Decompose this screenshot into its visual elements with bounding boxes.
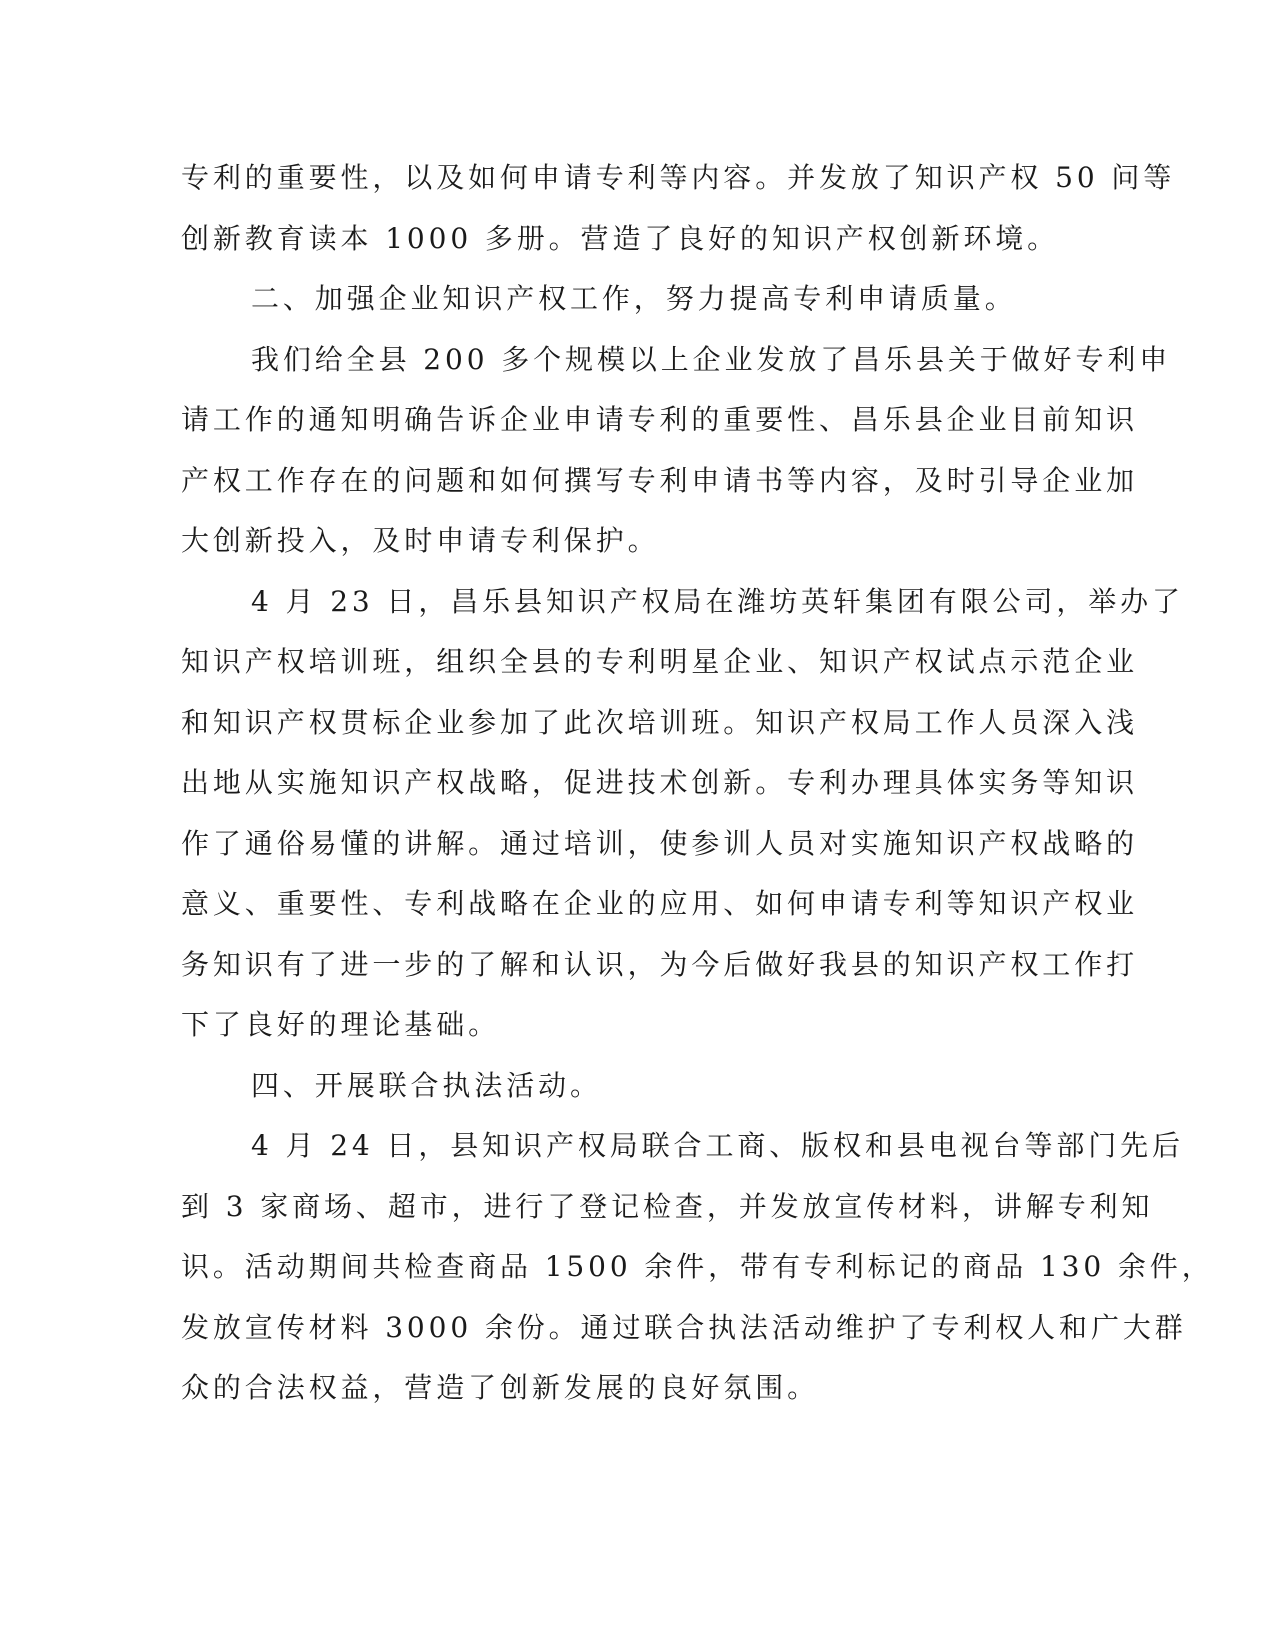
text-line: 专利的重要性，以及如何申请专利等内容。并发放了知识产权 50 问等 <box>181 161 1176 194</box>
document-body <box>181 148 1214 1419</box>
text-line: 识。活动期间共检查商品 1500 余件，带有专利标记的商品 130 余件， <box>181 1250 1214 1283</box>
text-line: 我们给全县 200 多个规模以上企业发放了昌乐县关于做好专利申 <box>251 342 1172 376</box>
text-line: 务知识有了进一步的了解和认识，为今后做好我县的知识产权工作打 <box>181 947 1139 981</box>
section-heading: 二、加强企业知识产权工作，努力提高专利申请质量。 <box>251 282 1017 315</box>
text-line: 4 月 24 日，县知识产权局联合工商、版权和县电视台等部门先后 <box>251 1129 1184 1162</box>
text-line: 出地从实施知识产权战略，促进技术创新。专利办理具体实务等知识 <box>181 766 1139 799</box>
text-line: 4 月 23 日，昌乐县知识产权局在潍坊英轩集团有限公司，举办了 <box>251 584 1184 618</box>
text-line: 产权工作存在的问题和如何撰写专利申请书等内容，及时引导企业加 <box>181 463 1139 497</box>
text-line: 下了良好的理论基础。 <box>181 1008 501 1041</box>
text-line: 知识产权培训班，组织全县的专利明星企业、知识产权试点示范企业 <box>181 645 1139 678</box>
text-line: 和知识产权贯标企业参加了此次培训班。知识产权局工作人员深入浅 <box>181 705 1139 739</box>
text-line: 众的合法权益，营造了创新发展的良好氛围。 <box>181 1371 820 1404</box>
text-line: 到 3 家商场、超市，进行了登记检查，并发放宣传材料，讲解专利知 <box>181 1189 1154 1223</box>
text-line: 发放宣传材料 3000 余份。通过联合执法活动维护了专利权人和广大群 <box>181 1310 1187 1344</box>
text-line: 大创新投入，及时申请专利保护。 <box>181 524 660 557</box>
text-line: 创新教育读本 1000 多册。营造了良好的知识产权创新环境。 <box>181 221 1060 255</box>
text-line: 请工作的通知明确告诉企业申请专利的重要性、昌乐县企业目前知识 <box>181 403 1139 436</box>
text-line: 意义、重要性、专利战略在企业的应用、如何申请专利等知识产权业 <box>181 887 1139 920</box>
text-line: 作了通俗易懂的讲解。通过培训，使参训人员对实施知识产权战略的 <box>181 826 1139 860</box>
section-heading: 四、开展联合执法活动。 <box>251 1068 602 1102</box>
